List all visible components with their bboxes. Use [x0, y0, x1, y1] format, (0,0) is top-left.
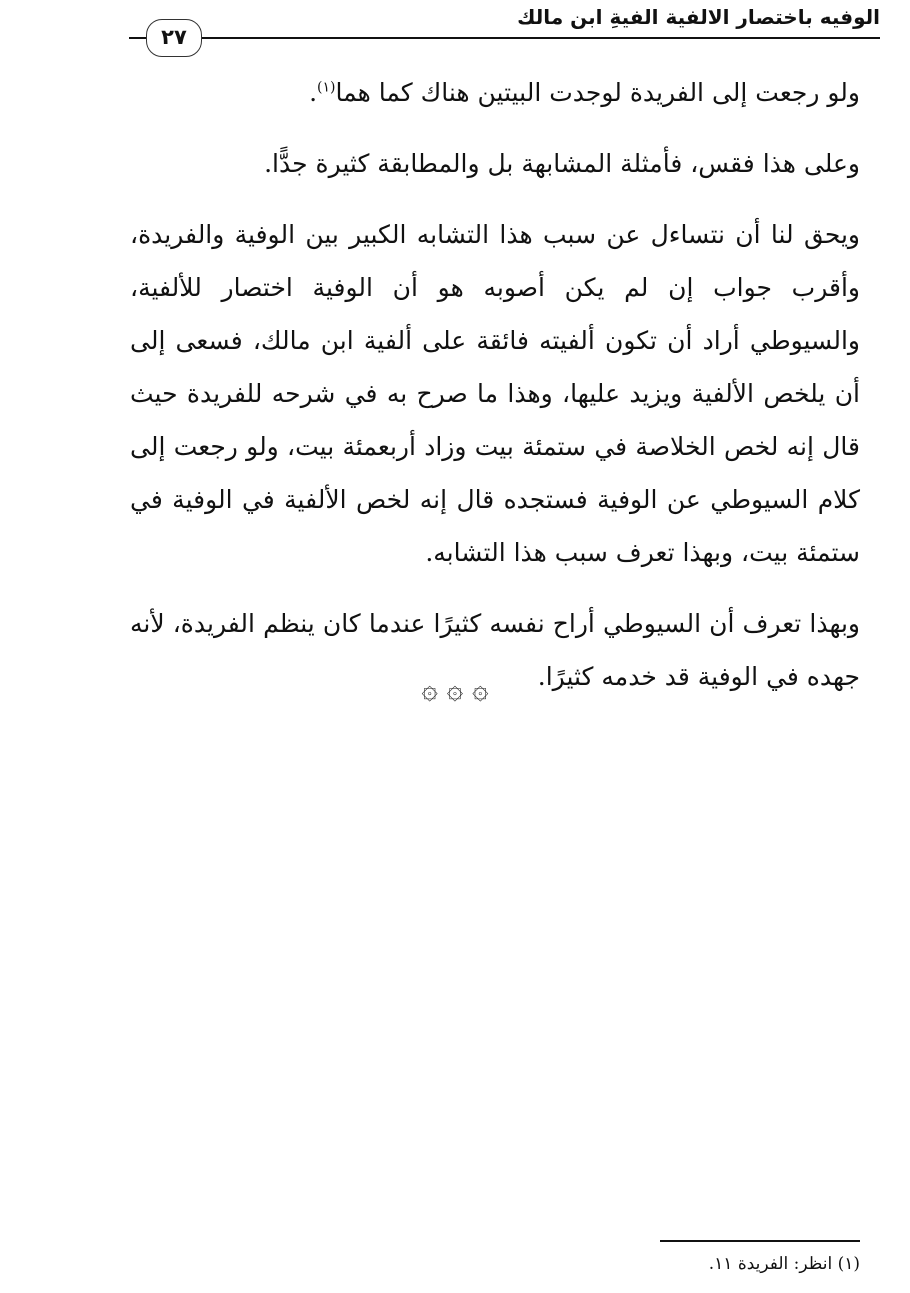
paragraph-3: ويحق لنا أن نتساءل عن سبب هذا التشابه الكبير بين الوفية والفريدة، وأقرب جواب إن لم يكن أصوبه هو أن الوفية اختصار للألفية، والسيوطي أراد أن تكون ألفيته فائقة على ألفية ابن مالك، فسعى إلى أن يلخص الألفية ويزيد عليها، وهذا ما صرح به في شرحه للفريدة حيث قال إنه لخص الخلاصة في ستمئة بيت وزاد أربعمئة بيت، ولو رجعت إلى كلام السيوطي عن الوفية فستجده قال إنه لخص الألفية في الوفية في ستمئة بيت، وبهذا تعرف سبب هذا التشابه.	[130, 220, 860, 567]
footnote-1: (١) انظر: الفريدة ١١.	[708, 1254, 860, 1274]
header-rule	[130, 37, 880, 39]
paragraph-2: وعلى هذا فقس، فأمثلة المشابهة بل والمطابقة كثيرة جدًّا.	[264, 149, 860, 178]
paragraph-1-end: .	[309, 78, 318, 107]
footnote-reference[interactable]: (١)	[317, 79, 336, 96]
running-title: الوفيه باختصار الالفية الفيةِ ابن مالك	[517, 5, 880, 29]
paragraph-1	[130, 66, 860, 119]
page-number: ٢٧	[146, 19, 202, 57]
paragraph-1-text: ولو رجعت إلى الفريدة لوجدت البيتين هناك كما هما	[335, 78, 860, 107]
body-text	[130, 66, 860, 721]
section-divider-ornaments: ۞ ۞ ۞	[421, 672, 489, 705]
paragraph-4: وبهذا تعرف أن السيوطي أراح نفسه كثيرًا عندما كان ينظم الفريدة، لأنه جهده في الوفية قد خدمه كثيرًا.	[130, 609, 860, 691]
footnote-rule	[660, 1240, 860, 1242]
